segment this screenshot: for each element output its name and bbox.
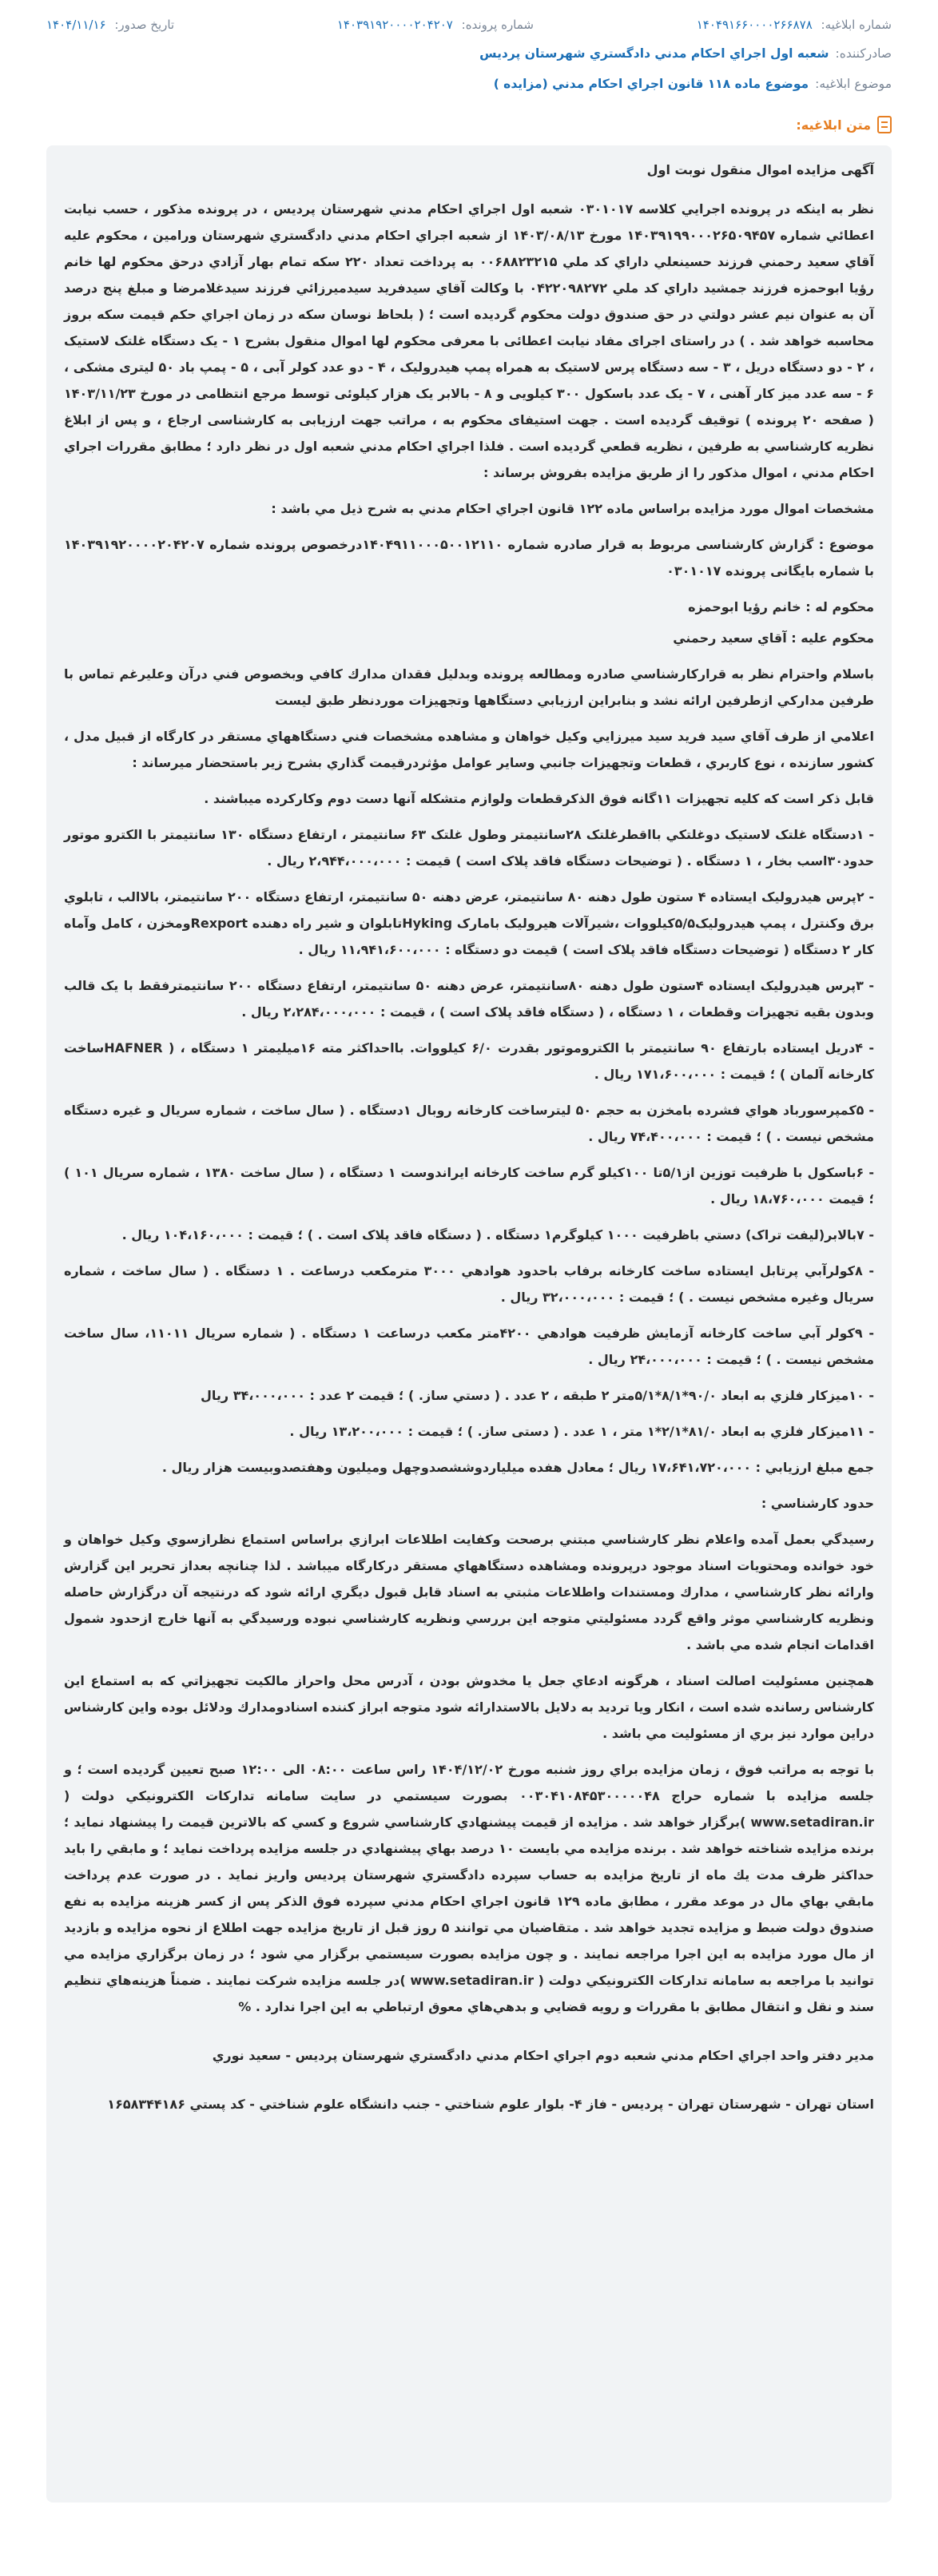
- issuer-label: صادرکننده:: [835, 46, 892, 61]
- list-item: - ۸کولرآبي پرتابل ايستاده ساخت کارخانه برفاب باحدود هوادهي ۳۰۰۰ مترمکعب درساعت . ۱ دستگاه . ( سال ساخت ، شماره سریال وغیره مشخص نیست . ) ؛ قیمت : ۳۲،۰۰۰،۰۰۰ ریال .: [64, 1263, 875, 1305]
- paragraph-expert-1: باسلام واحترام نظر به قرارکارشناسي صادره ومطالعه پرونده وبدليل فقدان مدارك کافي وبخصوص فني درآن وعليرغم تماس با طرفين مدارکي ازطرفين ارائه نشد و بنابراين ارزيابي دستگاهها وتجهيزات موردنظر طبق ليست: [64, 666, 874, 708]
- list-item: - ۹کولر آبي ساخت کارخانه آزمايش ظرفيت هوادهي ۴۲۰۰متر مکعب درساعت ۱ دستگاه . ( شماره سریال ۱۱۰۱۱، سال ساخت مشخص نیست . ) ؛ قیمت : ۲۴،۰۰۰،۰۰۰ ریال .: [64, 1326, 875, 1367]
- issue-date: [46, 18, 174, 32]
- paragraph-specs: مشخصات اموال مورد مزايده براساس ماده ۱۲۲ قانون اجراي احكام مدني به شرح ذيل مي باشد :: [271, 501, 874, 516]
- subject-row: [46, 69, 892, 99]
- issue-date-value: ۱۴۰۴/۱۱/۱۶: [46, 18, 106, 32]
- list-item: - ۲پرس هيدروليک ايستاده ۴ ستون طول دهنه ۸۰ سانتيمتر، عرض دهنه ۵۰ سانتيمتر، ارتفاع دستگاه ۲۰۰ سانتيمتر، بالاالب ، تابلوي برق وکنترل ، پمپ هيدروليک۵/۵کيلووات ،شيرآلات هيروليک بامارک Hykingتابلوان و شير راه دهنده Rexportومخزن ، کامل وآماه کار ۲ دستگاه ( توضيحات دستگاه فاقد پلاک است ) قيمت دو دستگاه : ۱۱،۹۴۱،۶۰۰،۰۰۰ ریال .: [64, 889, 875, 957]
- issue-date-label: تاریخ صدور:: [114, 18, 175, 32]
- case-number-value: ۱۴۰۳۹۱۹۲۰۰۰۰۲۰۴۲۰۷: [336, 18, 453, 32]
- list-item: - ۱۰ميزکار فلزي به ابعاد ۹۰/۰*۸/۱*۵/۱متر ۲ طبقه ، ۲ عدد . ( دستي ساز. ) ؛ قیمت ۲ عدد : ۳۴،۰۰۰،۰۰۰ ریال: [201, 1388, 874, 1403]
- paragraph-limits-1: رسيدگي بعمل آمده واعلام نظر کارشناسي مبتني برصحت وکفايت اطلاعات ابرازي براساس استماع نظرازسوي وکيل خواهان و خود خوانده ومحتويات اسناد موجود درپرونده ومشاهده دستگاههاي مستقر درکارگاه ميباشد . لذا چنانچه بعداز تحرير اين گزارش وارائه نظر کارشناسي ، مدارك ومستندات واطلاعات مثبتي به اسناد قابل قبول ديگري ارائه شود که درنتيجه آن درگزارش حاصله ونظريه کارشناسي موثر واقع گردد مسئوليتي متوجه اين بررسي ونظريه کارشناسي نبوده ورسيدگي به آنها خارج ازحدود شمول اقدامات انجام شده مي باشد .: [64, 1532, 874, 1652]
- notice-text-header: [46, 109, 892, 141]
- notice-number-value: ۱۴۰۴۹۱۶۶۰۰۰۰۲۶۶۸۷۸: [696, 18, 813, 32]
- list-item: - ۱۱ميزکار فلزي به ابعاد ۸۱/۰*۲/۱*۱ متر ، ۱ عدد . ( دستی ساز. ) ؛ قیمت : ۱۳،۲۰۰،۰۰۰ ریال .: [289, 1424, 874, 1439]
- address: استان تهران - شهرستان تهران - پرديس - فاز ۴- بلوار علوم شناختي - جنب دانشگاه علوم شناختي - كد پستي ۱۶۵۸۳۴۴۱۸۶: [107, 2097, 874, 2112]
- subject-value: موضوع ماده ۱۱۸ قانون اجراي احكام مدني (مزايده ): [493, 77, 809, 91]
- notice-title: آگهی مزایده اموال منقول نوبت اول: [646, 162, 874, 177]
- paragraph-expert-2: اعلامي از طرف آقاي سيد فريد سيد ميرزايي وکيل خواهان و مشاهده مشخصات فني دستگاههاي مستقر در کارگاه از قبيل مدل ، کشور سازنده ، نوع کاربري ، قطعات وتجهيزات جانبي وساير عوامل مؤثردرقيمت گذاري بشرح زير باستحضار ميرساند :: [64, 729, 874, 770]
- notice-body: [46, 145, 892, 2502]
- list-item: - ۷بالابر(ليفت تراک) دستي باظرفيت ۱۰۰۰ کيلوگرم۱ دستگاه . ( دستگاه فاقد پلاک است . ) ؛ قیمت : ۱۰۴،۱۶۰،۰۰۰ ریال .: [121, 1227, 874, 1242]
- list-item: - ۴دريل ايستاده بارتفاع ۹۰ سانتيمتر با الکتروموتور بقدرت ۶/۰ کيلووات. بااحداکثر مته ۱۶ميليمتر ۱ دستگاه ، ( HAFNERساخت کارخانه آلمان ) ؛ قیمت : ۱۷۱،۶۰۰،۰۰۰ ریال .: [64, 1040, 875, 1082]
- paragraph-limits-2: همچنين مسئوليت اصالت اسناد ، هرگونه ادعاي جعل يا مخدوش بودن ، آدرس محل واحراز مالکيت تجهيزاتي که به استماع اين کارشناس رسانده شده است ، انکار ويا ترديد به دلايل بالاستدارائه شود متوجه ابراز کننده اسنادومدارك ودلائل بوده واين کارشناس دراين موارد نيز بري از مسئوليت مي باشد .: [64, 1673, 874, 1741]
- paragraph-subject: موضوع : گزارش کارشناسی مربوط به قرار صادره شماره ۱۴۰۴۹۱۱۰۰۰۵۰۰۱۲۱۱۰درخصوص پرونده شماره ۱۴۰۳۹۱۹۲۰۰۰۰۲۰۴۲۰۷ با شماره بایگانی پرونده ۰۳۰۱۰۱۷: [64, 537, 874, 578]
- meta-row: [46, 11, 892, 38]
- document-icon: [877, 116, 892, 133]
- list-item: - ۱دستگاه غلتک لاستيک دوغلتکي بااقطرغلتک ۲۸سانتيمتر وطول غلتک ۶۳ سانتيمتر ، ارتفاع دستگاه ۱۳۰ سانتيمتر با الکترو موتور حدود۳۰اسب بخار ، ۱ دستگاه . ( توضیحات دستگاه فاقد پلاک است ) قیمت : ۲،۹۴۴،۰۰۰،۰۰۰ ریال .: [64, 827, 875, 869]
- notice-text-label: متن ابلاغیه:: [796, 117, 871, 133]
- notice-page: [0, 11, 938, 2576]
- list-item: - ۵کمپرسورباد هواي فشرده بامخزن به حجم ۵۰ ليترساخت کارخانه روبال ۱دستگاه . ( سال ساخت ، شماره سریال و غیره دستگاه مشخص نیست . ) ؛ قیمت : ۷۴،۴۰۰،۰۰۰ ریال .: [64, 1103, 874, 1144]
- issuer-value: شعبه اول اجراي احكام مدني دادگستري شهرستان پرديس: [479, 46, 829, 61]
- notice-number-label: شماره ابلاغیه:: [821, 18, 892, 32]
- case-number: [337, 18, 534, 32]
- limits-title: حدود کارشناسي :: [761, 1496, 874, 1511]
- paragraph-note: قابل ذکر است که کليه تجهيزات ۱۱گانه فوق الذکرقطعات ولوازم متشکله آنها دست دوم وکارکرده ميباشند .: [204, 791, 874, 806]
- paragraph-intro: نظر به اينكه در پرونده اجرايي كلاسه ۰۳۰۱۰۱۷ شعبه اول اجراي احكام مدني شهرستان پرديس ، در پرونده مذکور ، حسب نيابت اعطائي شماره ۱۴۰۳۹۱۹۹۰۰۰۲۶۵۰۹۴۵۷ مورخ ۱۴۰۳/۰۸/۱۳ از شعبه اجراي احكام مدني دادگستري شهرستان ورامين ، محكوم عليه آقاي سعيد رحمني فرزند حسينعلي داراي كد ملي ۰۰۶۸۸۲۳۲۱۵ به پرداخت تعداد ۲۲۰ سکه تمام بهار آزادي درحق محكوم لها خانم رؤيا ابوحمزه فرزند جمشيد داراي كد ملي ۰۴۲۲۰۹۸۲۷۲ با وكالت آقاي سيدفريد سيدميرزائي فرزند سيدغلامرضا و مبلغ پنج درصد آن به عنوان نيم عشر دولتي در حق صندوق دولت محكوم گرديده است ؛ ( بلحاظ نوسان سکه در زمان اجراي حكم قيمت سكه بروز محاسبه خواهد شد . ) در راستای اجرای مفاد نیابت اعطائی با معرفی محکوم لها اموال منقول بشرح ۱ - یک دستگاه غلتک لاستیک ، ۲ - دو دستگاه دریل ، ۳ - سه دستگاه پرس لاستیک به همراه پمپ هیدرولیک ، ۴ - دو عدد کولر آبی ، ۵ - پمپ باد ۵۰ لیتری مشکی ، ۶ - سه عدد میز کار آهنی ، ۷ - یک عدد باسکول ۳۰۰ کیلویی و ۸ - بالابر یک هزار کیلوئی توسط مرجع انتظامی در مورخ ۱۴۰۳/۱۱/۲۳ ( صفحه ۲۰ پرونده ) توقیف گردیده است . جهت استیفای محکوم به ، مراتب جهت ارزیابی به کارشناسی ارجاع ، و پس از ابلاغ نظريه كارشناسي به طرفين ، نظريه قطعي گرديده است . فلذا اجراي احكام مدني شعبه اول در نظر دارد ؛ مطابق مقررات اجراي احکام مدني ، اموال مذکور را از طريق مزايده بفروش برساند :: [64, 201, 875, 480]
- paragraph-auction: با توجه به مراتب فوق ، زمان مزايده براي روز شنبه مورخ ۱۴۰۴/۱۲/۰۲ راس ساعت ۰۸:۰۰ الی ۱۲:۰۰ صبح تعيين گرديده است ؛ و جلسه مزايده با شماره حراج ۰۰۳۰۴۱۰۸۴۵۳۰۰۰۰۰۴۸ بصورت سيستمي در سايت سامانه تداركات الكترونيكي دولت ( www.setadiran.ir )برگزار خواهد شد . مزايده از قيمت پيشنهادي كارشناسي شروع و كسي كه بالاترين قيمت را پيشنهاد نمايد ؛ برنده مزايده شناخته خواهد شد . برنده مزايده مي بايست ۱۰ درصد بهاي پيشنهادي در جلسه مزايده پرداخت نمايد ؛ و مابقي را بايد حداكثر ظرف مدت يك ماه از تاريخ مزايده به حساب سپرده دادگستري شهرستان پرديس واريز نمايد . در صورت عدم پرداخت مابقي بهاي مال در موعد مقرر ، مطابق ماده ۱۲۹ قانون اجراي احكام مدني سپرده فوق الذکر پس از كسر هزينه مزايده به نفع صندوق دولت ضبط و مزايده تجديد خواهد شد . متقاضيان مي توانند ۵ روز قبل از تاريخ مزايده جهت اطلاع از نحوه مزايده و بازديد از مال مورد مزايده به اين اجرا مراجعه نمايند . و چون مزايده بصورت سيستمي برگزار مي شود ؛ در زمان برگزاري مزايده مي توانيد با مراجعه به سامانه تداركات الكترونيكي دولت ( www.setadiran.ir )در جلسه مزايده شركت نمايند . ضمناً هزينه‌هاي تنظيم سند و نقل و انتقال مطابق با مقررات و رويه قضايي و بدهي‌هاي معوق ارتباطي به اين اجرا ندارد . %: [64, 1762, 875, 2014]
- list-item: - ۳پرس هيدروليک ايستاده ۴ستون طول دهنه ۸۰سانتيمتر، عرض دهنه ۵۰ سانتيمتر، ارتفاع دستگاه ۲۰۰ سانتيمترفقط با يک قالب وبدون بقيه تجهيزات وقطعات ، ۱ دستگاه ، ( دستگاه فاقد پلاک است ) ، قیمت : ۲،۲۸۴،۰۰۰،۰۰۰ ریال .: [64, 978, 875, 1020]
- list-item: - ۶باسکول با ظرفيت توزين از۵/۱تا ۱۰۰کيلو گرم ساخت کارخانه ايراندوست ۱ دستگاه ، ( سال ساخت ۱۳۸۰ ، شماره سریال ۱۰۱ ) ؛ قیمت ۱۸،۷۶۰،۰۰۰ ریال .: [64, 1165, 874, 1207]
- subject-label: موضوع ابلاغیه:: [815, 77, 892, 91]
- signature: مدير دفتر واحد اجراي احكام مدني شعبه دوم اجراي احكام مدني دادگستري شهرستان پرديس - سعيد نوري: [212, 2048, 874, 2063]
- paragraph-creditor: محکوم له : خانم رؤیا ابوحمزه: [688, 599, 874, 614]
- total-amount: جمع مبلغ ارزيابي : ۱۷،۶۴۱،۷۲۰،۰۰۰ ریال ؛ معادل هفده ميلياردوششصدوچهل وميليون وهفتصدوبيست هزار ريال .: [161, 1460, 874, 1475]
- case-number-label: شماره پرونده:: [461, 18, 534, 32]
- notice-number: [697, 18, 892, 32]
- issuer-row: [46, 38, 892, 69]
- paragraph-debtor: محکوم علیه : آقاي سعيد رحمني: [673, 630, 874, 646]
